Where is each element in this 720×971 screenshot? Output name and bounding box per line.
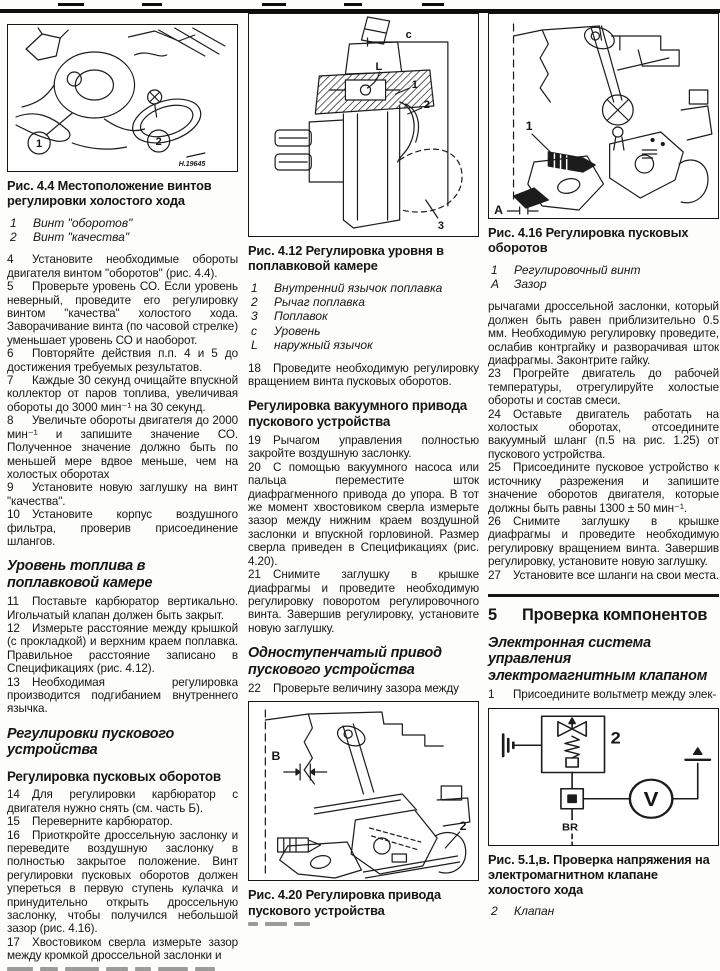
figure-4-12-illustration: [249, 14, 478, 236]
figure-4-16-illustration: [489, 14, 718, 218]
paragraph-21: [248, 568, 479, 635]
paragraph-text: Для регулировки карбюратор с двигателя нужно снять (см. часть Б).: [7, 788, 238, 815]
paragraph-text: Измерьте расстояние между крышкой (с прокладкой) и верхним краем поплавка. Правильное расстояние записано в Спецификациях (рис. 4.12).: [7, 621, 238, 676]
paragraph-number: 5: [7, 280, 14, 294]
figure-4-20: [248, 701, 479, 881]
paragraph-text: Снимите заглушку в крышке диафрагмы и проведите необходимую регулировку поворотом регулировочного винта. Завершив регулировку, установите новую заглушку.: [248, 568, 479, 635]
paragraph-text: Проверьте уровень СО. Если уровень неверный, проведите его регулировку винтом "качества" холостого хода. Заворачивание винта (по часовой стрелке) уменьшает уровень СО и наоборот.: [7, 280, 238, 347]
figure-4-4-callout-2: 2: [155, 136, 162, 148]
column-right: [488, 13, 719, 928]
paragraph-text: Установите все шланги на свои места.: [513, 568, 719, 582]
paragraph-10: [7, 508, 238, 548]
paragraph-number: 4: [7, 253, 14, 267]
paragraph-number: 24: [488, 407, 501, 421]
paragraph-number: 22: [248, 681, 261, 695]
figure-4-16-label-1: 1: [525, 119, 533, 133]
legend-item: [488, 277, 719, 291]
legend-text: Уровень: [274, 323, 321, 338]
legend-text: Внутренний язычок поплавка: [274, 280, 443, 295]
paragraph-16: [7, 829, 238, 936]
paragraph-15: [7, 815, 238, 828]
paragraph-number: 8: [7, 414, 14, 428]
paragraph-14: [7, 788, 238, 815]
paragraph-text: Установите новую заглушку на винт "качества".: [7, 481, 238, 508]
cutoff-header-mark: [58, 3, 84, 6]
cutoff-header-mark: [142, 3, 162, 6]
paragraph-number: 9: [7, 481, 14, 495]
paragraph-text: Установите корпус воздушного фильтра, проверив присоединение шлангов.: [7, 508, 238, 548]
cutoff-text-remnant: [7, 967, 238, 971]
paragraph-5: [7, 280, 238, 347]
paragraph-number: 15: [7, 815, 20, 829]
paragraph-12: [7, 622, 238, 676]
figure-4-20-caption: Рис. 4.20 Регулировка привода пускового устройства: [248, 887, 441, 918]
paragraph-4: [7, 253, 238, 280]
figure-4-20-illustration: [249, 702, 478, 880]
paragraph-17: [7, 936, 238, 963]
section-5-header: [488, 594, 719, 625]
legend-key: 1: [10, 215, 17, 230]
cutoff-header-mark: [422, 3, 444, 6]
paragraph-7: [7, 374, 238, 414]
paragraph-number: 20: [248, 460, 261, 474]
paragraph-1: [488, 688, 719, 701]
heading-vacuum-drive: Регулировка вакуумного привода пускового устройства: [248, 398, 467, 430]
figure-4-12-label-1: 1: [411, 79, 418, 91]
legend-text: Клапан: [514, 904, 555, 919]
paragraph-text: Проведите необходимую регулировку вращением винта пусковых оборотов.: [248, 361, 479, 389]
figure-4-12-label-l: L: [375, 61, 383, 73]
paragraph-20: [248, 461, 479, 568]
paragraph-22-continued: рычагами дроссельной заслонки, который должен быть равен приблизительно 0.5 мм. Необходимую регулировку проведите, ослабив контргайку и разворачивая шток диафрагмы. Законтрите гайку.: [488, 300, 719, 368]
figure-5-1-circuit: [489, 709, 718, 845]
paragraph-text: Снимите заглушку в крышке диафрагмы и проведите необходимую регулировку вращением винта. Завершив регулировку, установите новую заглушку.: [488, 514, 719, 569]
cutoff-header-mark: [262, 3, 286, 6]
heading-starter-adjust: Регулировки пускового устройства: [7, 725, 175, 759]
figure-4-16-caption: Рис. 4.16 Регулировка пусковых оборотов: [488, 225, 689, 256]
legend-text: Регулировочный винт: [514, 262, 641, 277]
figure-4-20-label-2: 2: [459, 819, 467, 834]
paragraph-number: 23: [488, 367, 501, 381]
figure-5-1: [488, 708, 719, 846]
figure-5-1-label-2: 2: [610, 727, 621, 747]
heading-electronic-system: Электронная система управления электромагнитным клапаном: [488, 634, 708, 684]
paragraph-text: Необходимая регулировка производится подгибанием внутреннего язычка.: [7, 675, 238, 716]
figure-4-20-label-b: B: [271, 749, 281, 764]
figure-4-12-legend: [248, 281, 479, 353]
paragraph-text: С помощью вакуумного насоса или пальца переместите шток диафрагменного привода до упора. В тот же момент хвостовиком сверла измерьте зазор между нижним краем воздушной заслонки и впускной горловиной. Размер сверла приведен в Спецификациях (рис. 4.20).: [248, 460, 479, 568]
paragraph-18: [248, 362, 479, 389]
paragraph-text: Присоедините вольтметр между элек-: [513, 688, 717, 702]
wire-label-br: BR: [561, 821, 579, 833]
legend-key: 2: [251, 295, 258, 309]
figure-4-4-legend: [7, 216, 238, 245]
paragraph-text: Установите необходимые обороты двигателя винтом "оборотов" (рис. 4.4).: [7, 253, 238, 280]
paragraph-text: Оставьте двигатель работать на холостых оборотах, отсоедините вакуумный шланг (п.5 на рис. 1.25) от пускового устройства.: [488, 407, 719, 461]
paragraph-number: 27: [488, 568, 501, 582]
legend-item: [248, 295, 479, 309]
section-title: Проверка компонентов: [522, 605, 708, 624]
cutoff-header-mark: [344, 3, 362, 6]
heading-fuel-level: Уровень топлива в поплавковой камере: [7, 558, 153, 591]
legend-text: Рычаг поплавка: [274, 295, 365, 309]
figure-5-1-legend: [488, 904, 719, 918]
paragraph-text: Каждые 30 секунд очищайте впускной коллектор от паров топлива, увеличивая обороты до 3000 мин⁻¹ на 30 секунд.: [7, 374, 238, 414]
paragraph-text: Переверните карбюратор.: [32, 815, 173, 829]
paragraph-13: [7, 676, 238, 716]
legend-item: [248, 338, 479, 352]
figure-4-16-legend: [488, 263, 719, 292]
heading-single-stage: Одноступенчатый привод пускового устройства: [248, 645, 442, 678]
legend-item: [248, 281, 479, 295]
cutoff-text-remnant: [248, 922, 479, 926]
figure-4-4-callout-1: 1: [36, 138, 43, 150]
paragraph-number: 7: [7, 374, 14, 388]
legend-item: [488, 904, 719, 918]
figure-4-12-label-3: 3: [437, 220, 444, 232]
legend-text: наружный язычок: [274, 338, 373, 353]
paragraph-text: Проверьте величину зазора между: [273, 681, 459, 695]
legend-key: c: [251, 323, 257, 338]
figure-4-12: [248, 13, 479, 237]
legend-key: 3: [251, 309, 258, 324]
paragraph-number: 17: [7, 935, 20, 949]
paragraph-number: 18: [248, 361, 261, 375]
paragraph-19: [248, 434, 479, 461]
paragraph-number: 26: [488, 514, 501, 528]
legend-item: [248, 309, 479, 323]
paragraph-number: 25: [488, 461, 501, 475]
paragraph-text: Поставьте карбюратор вертикально. Игольчатый клапан должен быть закрыт.: [7, 595, 238, 622]
paragraph-8: [7, 414, 238, 481]
figure-4-4-watermark: H.19645: [178, 161, 206, 168]
legend-key: 2: [491, 904, 498, 919]
legend-item: [248, 324, 479, 338]
figure-4-4: [7, 24, 238, 172]
paragraph-9: [7, 481, 238, 508]
legend-key: L: [251, 338, 258, 353]
legend-text: Винт "качества": [33, 230, 130, 244]
legend-key: 1: [491, 262, 498, 277]
legend-key: А: [491, 277, 500, 291]
subheading-start-rpm: Регулировка пусковых оборотов: [7, 768, 221, 784]
paragraph-text: Повторяйте действия п.п. 4 и 5 до достижения требуемых результатов.: [7, 347, 238, 374]
paragraph-number: 12: [7, 621, 20, 635]
paragraph-number: 6: [7, 347, 14, 361]
paragraph-number: 1: [488, 688, 495, 702]
paragraph-text: Увеличьте обороты двигателя до 2000 мин⁻¹ и запишите значение СО. Полученное значение должно быть по меньшей мере вдвое меньше, чем на холостых оборотах: [7, 414, 238, 481]
legend-text: Поплавок: [274, 309, 328, 324]
legend-text: Винт "оборотов": [33, 215, 133, 230]
legend-key: 2: [10, 230, 17, 244]
figure-4-16: [488, 13, 719, 219]
paragraph-text: Приоткройте дроссельную заслонку и переведите воздушную заслонку в полностью закрытое положение. Винт регулировки пусковых оборотов должен упереться в первую ступень кулачка и принудительно открыть дроссельную заслонку, чтобы получился небольшой зазор (рис. 4.16).: [7, 828, 238, 936]
paragraph-number: 16: [7, 828, 20, 842]
figure-5-1-caption: Рис. 5.1,в. Проверка напряжения на электромагнитном клапане холостого хода: [488, 851, 710, 898]
paragraph-number: 13: [7, 675, 20, 689]
paragraph-25: [488, 461, 719, 515]
legend-item: [7, 216, 238, 230]
paragraph-6: [7, 347, 238, 374]
paragraph-26: [488, 515, 719, 569]
paragraph-number: 21: [248, 568, 261, 582]
figure-4-16-label-a: А: [494, 203, 503, 217]
figure-4-12-label-c: c: [405, 29, 412, 41]
paragraph-number: 14: [7, 788, 20, 802]
column-middle: [248, 13, 479, 926]
paragraph-23: [488, 367, 719, 407]
figure-4-4-illustration: [8, 25, 237, 171]
legend-item: [7, 230, 238, 244]
paragraph-11: [7, 595, 238, 622]
legend-key: 1: [251, 280, 258, 295]
paragraph-number: 19: [248, 434, 261, 448]
paragraph-text: Хвостовиком сверла измерьте зазор между кромкой дроссельной заслонки и: [7, 935, 238, 963]
figure-4-4-caption: Рис. 4.4 Местоположение винтов регулировки холостого хода: [7, 178, 212, 209]
paragraph-22: [248, 682, 479, 695]
paragraph-text: Рычагом управления полностью закройте воздушную заслонку.: [248, 434, 479, 461]
figure-4-12-caption: Рис. 4.12 Регулировка уровня в поплавковой камере: [248, 243, 444, 274]
paragraph-text: Присоедините пусковое устройство к источнику разрежения и запишите значение оборотов двигателя, которые должны быть равны 1300 ± 50 мин⁻¹.: [488, 461, 719, 515]
paragraph-text: Прогрейте двигатель до рабочей температуры, отрегулируйте холостые обороты и состав смеси.: [488, 367, 719, 408]
voltmeter-label: V: [643, 788, 659, 811]
column-left: [7, 24, 238, 971]
legend-item: [488, 263, 719, 277]
paragraph-27: [488, 569, 719, 582]
legend-text: Зазор: [514, 277, 547, 291]
paragraph-24: [488, 408, 719, 462]
paragraph-number: 11: [7, 595, 19, 609]
paragraph-number: 10: [7, 508, 20, 522]
section-number: 5: [488, 605, 497, 624]
figure-4-12-label-2: 2: [423, 99, 430, 111]
